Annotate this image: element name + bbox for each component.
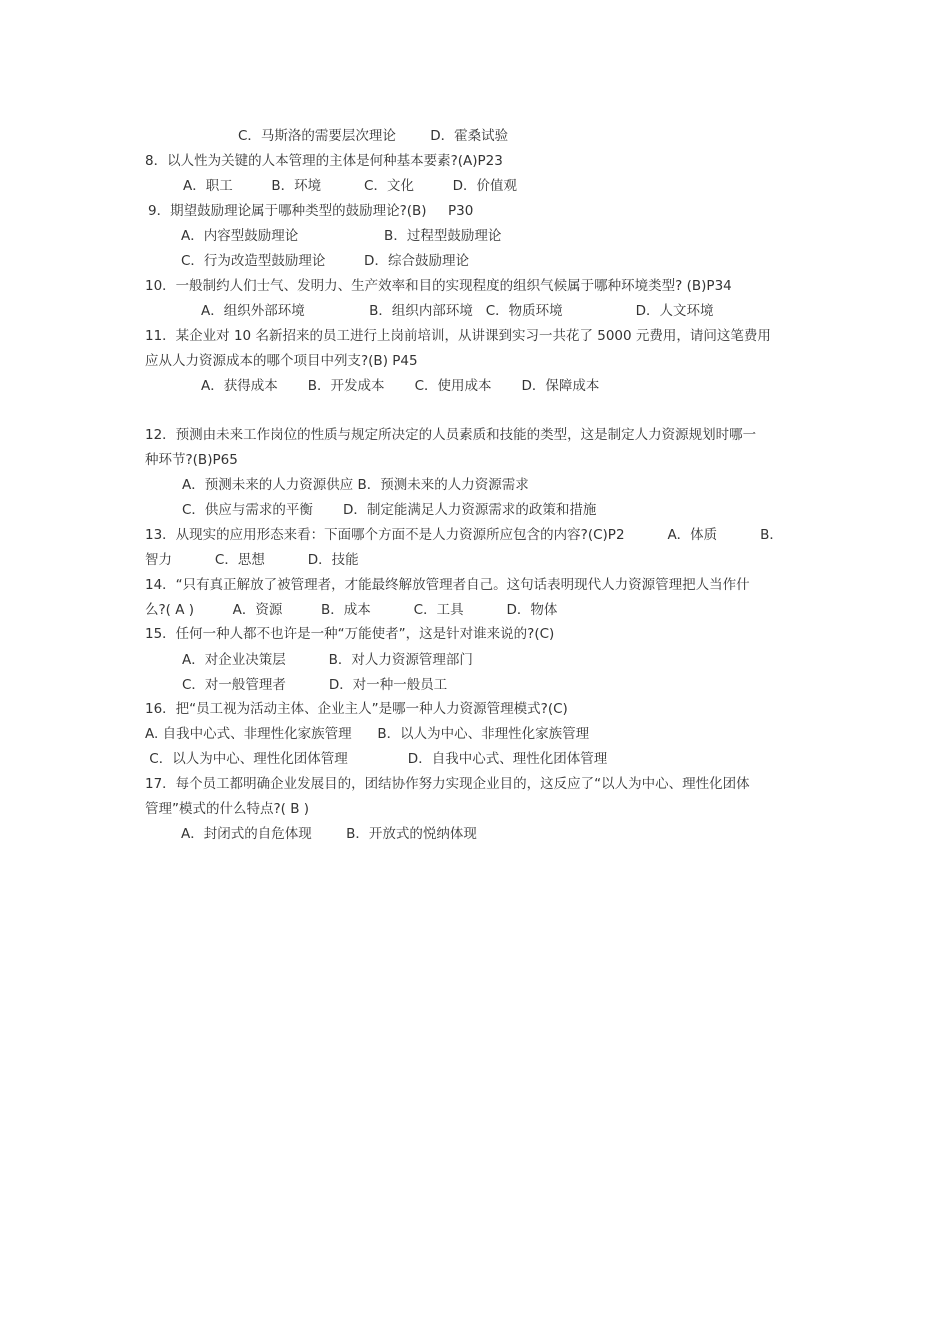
q17-text-line2: 管理”模式的什么特点?( B ) — [145, 801, 310, 817]
q9-options-cd: C．行为改造型鼓励理论 D．综合鼓励理论 — [181, 253, 469, 269]
q14-text-line2: 么?( A ) A．资源 B．成本 C．工具 D．物体 — [145, 602, 558, 618]
q13-text-line1: 13．从现实的应用形态来看：下面哪个方面不是人力资源所应包含的内容?(C)P2 A．体质 B． — [145, 527, 783, 543]
q10-text: 10．一般制约人们士气、发明力、生产效率和目的实现程度的组织气候属于哪种环境类型? (B)P34 — [145, 278, 732, 294]
q16-options-cd: C．以人为中心、理性化团体管理 D．自我中心式、理性化团体管理 — [145, 751, 608, 767]
q16-text: 16．把“员工视为活动主体、企业主人”是哪一种人力资源管理模式?(C) — [145, 701, 568, 717]
q8-options: A．职工 B．环境 C．文化 D．价值观 — [183, 178, 517, 194]
q11-text-line2: 应从人力资源成本的哪个项目中列支?(B) P45 — [145, 353, 418, 369]
q10-options: A．组织外部环境 B．组织内部环境 C．物质环境 D．人文环境 — [201, 303, 714, 319]
q12-options-ab: A．预测未来的人力资源供应 B．预测未来的人力资源需求 — [182, 477, 529, 493]
q12-text-line1: 12．预测由未来工作岗位的性质与规定所决定的人员素质和技能的类型，这是制定人力资源规划时哪一 — [145, 427, 757, 443]
q9-text: 9．期望鼓励理论属于哪种类型的鼓励理论?(B) P30 — [148, 203, 474, 219]
q8-text: 8．以人性为关键的人本管理的主体是何种基本要素?(A)P23 — [145, 153, 503, 169]
q12-text-line2: 种环节?(B)P65 — [145, 452, 238, 468]
q9-options-ab: A．内容型鼓励理论 B．过程型鼓励理论 — [181, 228, 502, 244]
q12-options-cd: C．供应与需求的平衡 D．制定能满足人力资源需求的政策和措施 — [182, 502, 597, 518]
q15-text: 15．任何一种人都不也许是一种“万能使者”，这是针对谁来说的?(C) — [145, 626, 555, 642]
q16-options-ab: A. 自我中心式、非理性化家族管理 B．以人为中心、非理性化家族管理 — [145, 726, 590, 742]
q11-text-line1: 11．某企业对 10 名新招来的员工进行上岗前培训，从讲课到实习一共花了 5000 元费用，请问这笔费用 — [145, 328, 771, 344]
q17-options: A．封闭式的自危体现 B．开放式的悦纳体现 — [181, 826, 477, 842]
q14-text-line1: 14．“只有真正解放了被管理者，才能最终解放管理者自己。这句话表明现代人力资源管理把人当作什 — [145, 577, 750, 593]
q11-options: A．获得成本 B．开发成本 C．使用成本 D．保障成本 — [201, 378, 600, 394]
q13-text-line2: 智力 C．思想 D．技能 — [145, 552, 359, 568]
q15-options-ab: A．对企业决策层 B．对人力资源管理部门 — [182, 652, 473, 668]
q17-text-line1: 17．每个员工都明确企业发展目的，团结协作努力实现企业目的，这反应了“以人为中心、理性化团体 — [145, 776, 750, 792]
q7-options-cd: C．马斯洛的需要层次理论 D．霍桑试验 — [238, 128, 509, 144]
q15-options-cd: C．对一般管理者 D．对一种一般员工 — [182, 677, 448, 693]
